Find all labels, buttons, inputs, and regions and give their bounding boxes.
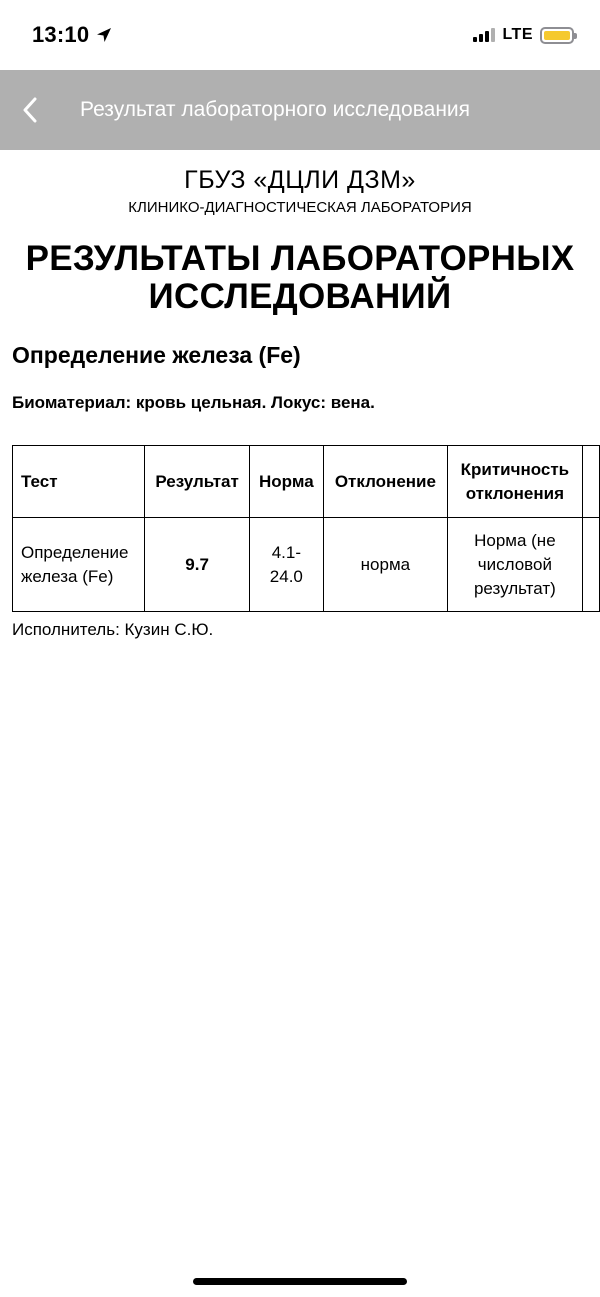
org-subtitle: КЛИНИКО-ДИАГНОСТИЧЕСКАЯ ЛАБОРАТОРИЯ: [128, 199, 472, 216]
network-type: LTE: [502, 26, 533, 43]
cell-norm-line2: 24.0: [269, 566, 303, 586]
cell-test-line2: железа (Fe): [21, 566, 114, 586]
header-overflow: [582, 446, 599, 518]
cell-criticality-line2: числовой: [477, 554, 552, 574]
header-criticality-line1: Критичность: [460, 459, 570, 479]
status-time-text: 13:10: [32, 22, 90, 47]
navigation-bar: [0, 70, 600, 150]
biomaterial: Биоматериал: кровь цельная. Локус: вена.: [12, 393, 375, 412]
table-row: [13, 518, 600, 612]
home-indicator[interactable]: [193, 1278, 407, 1285]
location-arrow-icon: [95, 26, 113, 44]
header-criticality-line2: отклонения: [465, 483, 565, 503]
header-criticality: [448, 446, 583, 518]
org-name: ГБУЗ «ДЦЛИ ДЗМ»: [184, 166, 416, 194]
cell-overflow: [582, 518, 599, 612]
results-table: [12, 445, 600, 612]
cell-norm-line1: 4.1-: [271, 542, 301, 562]
cell-criticality: [448, 518, 583, 612]
document-title-line1: РЕЗУЛЬТАТЫ ЛАБОРАТОРНЫХ: [25, 239, 575, 278]
status-time: [32, 22, 113, 48]
cellular-signal-icon: [473, 28, 495, 42]
test-name: Определение железа (Fe): [12, 342, 301, 368]
cell-test-line1: Определение: [21, 542, 129, 562]
cell-criticality-line1: Норма (не: [474, 530, 556, 550]
document-title-line2: ИССЛЕДОВАНИЙ: [148, 277, 452, 316]
status-bar: [0, 0, 600, 70]
cell-test: [13, 518, 145, 612]
document-title: [0, 240, 600, 316]
chevron-left-icon: [22, 97, 38, 123]
executor: Исполнитель: Кузин С.Ю.: [12, 620, 214, 639]
cell-criticality-line3: результат): [473, 578, 556, 598]
table-header-row: [13, 446, 600, 518]
header-deviation: Отклонение: [323, 446, 447, 518]
cell-deviation: норма: [323, 518, 447, 612]
battery-level: [544, 31, 570, 40]
cell-norm: [249, 518, 323, 612]
cell-result: 9.7: [145, 518, 250, 612]
battery-icon: [540, 27, 574, 44]
lab-report: [0, 150, 600, 639]
status-indicators: [473, 26, 574, 44]
header-result: Результат: [145, 446, 250, 518]
header-test: Тест: [13, 446, 145, 518]
nav-title: Результат лабораторного исследования: [80, 98, 471, 121]
header-norm: Норма: [249, 446, 323, 518]
back-button[interactable]: [0, 70, 60, 150]
